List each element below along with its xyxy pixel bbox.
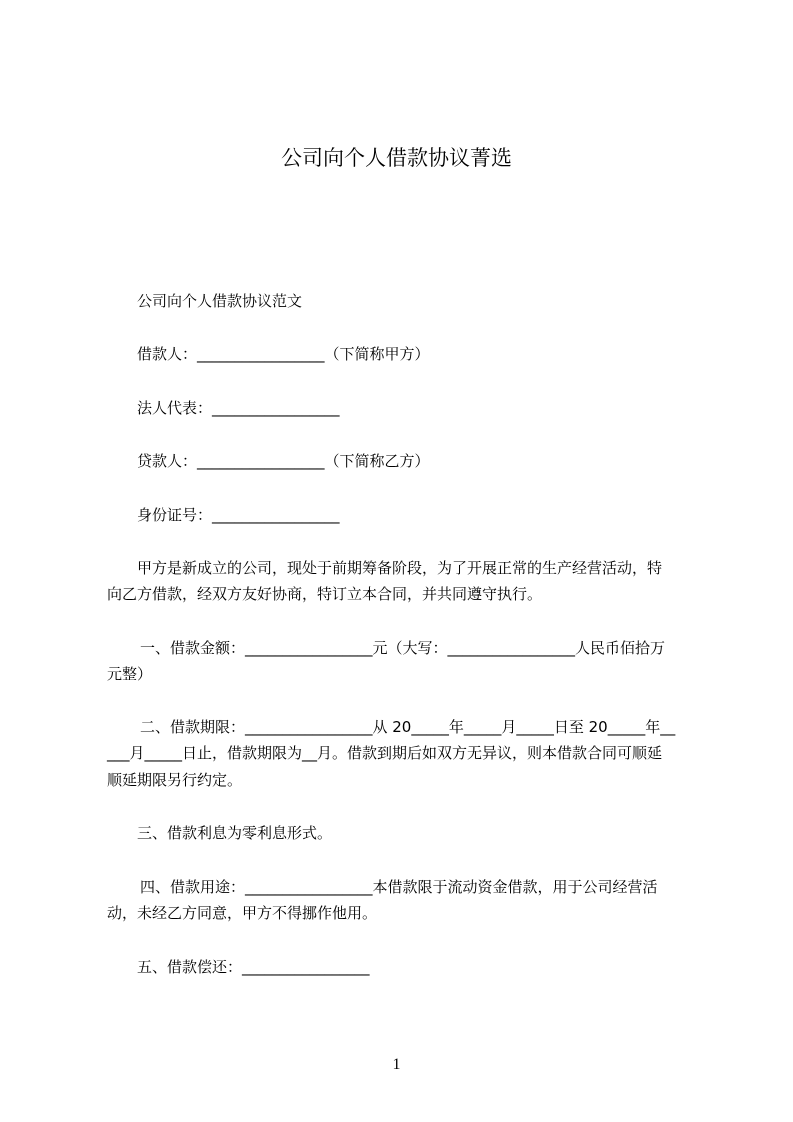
clause-4-line-1: 四、借款用途：_________________本借款限于流动资金借款，用于公司经营活 <box>140 878 658 896</box>
intro-paragraph-line-1: 甲方是新成立的公司，现处于前期筹备阶段，为了开展正常的生产经营活动，特 <box>137 559 663 577</box>
clause-2-line-2: ___月_____日止，借款期限为__月。借款到期后如双方无异议，则本借款合同可顺延 <box>107 744 663 762</box>
page-number: 1 <box>392 1056 401 1073</box>
clause-1-line-2: 元整） <box>107 665 153 683</box>
clause-3-line: 三、借款利息为零利息形式。 <box>137 824 333 842</box>
clause-2-line-3: 顺延期限另行约定。 <box>107 771 243 789</box>
clause-1-line-1: 一、借款金额：_________________元（大写：_________________人民币佰拾万 <box>140 639 666 657</box>
legal-rep-line: 法人代表：_________________ <box>137 399 340 417</box>
clause-4-line-2: 动，未经乙方同意，甲方不得挪作他用。 <box>107 904 378 922</box>
clause-5-line: 五、借款偿还：_________________ <box>137 958 370 976</box>
intro-paragraph-line-2: 向乙方借款，经双方友好协商，特订立本合同，并共同遵守执行。 <box>107 585 543 603</box>
lender-line: 贷款人：_________________（下简称乙方） <box>137 452 430 470</box>
document-title: 公司向个人借款协议菁选 <box>281 146 512 170</box>
borrower-line: 借款人：_________________（下简称甲方） <box>137 345 430 363</box>
clause-2-line-1: 二、借款期限：_________________从 20_____年_____月_____日至 20_____年__ <box>140 718 676 736</box>
subtitle-line: 公司向个人借款协议范文 <box>137 292 303 310</box>
id-number-line: 身份证号：_________________ <box>137 506 340 524</box>
